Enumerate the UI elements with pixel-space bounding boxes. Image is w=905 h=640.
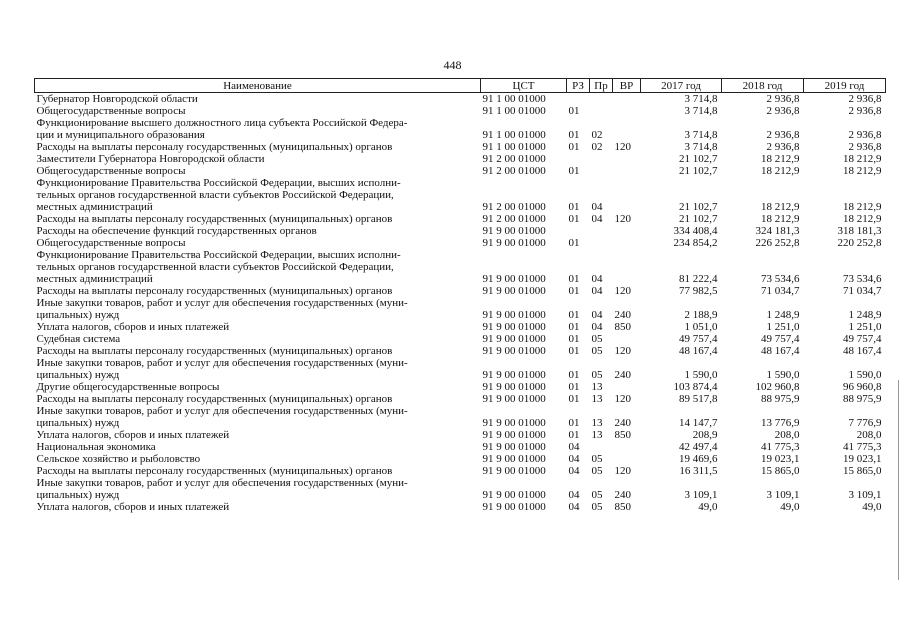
cell-name: Другие общегосударственные вопросы [36,381,220,393]
cell-vr [613,381,641,393]
cell-name: Судебная система [36,333,121,345]
cell-rz: 04 [568,453,580,465]
cell-y2018: 48 167,4 [761,345,800,357]
cell-y2017: 1 051,0 [684,321,718,333]
cell-pr: 02 [591,141,603,153]
cell-vr: 120 [614,345,631,357]
cell-cst: 91 9 00 01000 [482,393,546,405]
cell-y2017: 49 757,4 [679,333,718,345]
table-row [35,429,886,441]
cell-cst: 91 9 00 01000 [482,381,546,393]
cell-pr: 05 [591,345,603,357]
cell-y2018: 19 023,1 [761,453,800,465]
cell-y2018: 1 251,0 [766,321,800,333]
cell-y2018: 18 212,9 [761,213,800,225]
cell-vr [613,105,641,117]
table-row [35,213,886,225]
cell-cst: 91 9 00 01000 [482,345,546,357]
cell-name: Общегосударственные вопросы [36,165,186,177]
cell-rz: 01 [568,141,580,153]
cell-pr: 02 [591,129,603,141]
cell-cst: 91 1 00 01000 [482,105,546,117]
table-row [35,393,886,405]
cell-name: Функционирование Правительства Российской Федерации, высших исполни- тельных органов государственной власти субъектов Российской Федерации, местных администраций [36,249,401,285]
cell-y2018: 2 936,8 [766,93,800,105]
cell-name: Национальная экономика [36,441,156,453]
cell-cst: 91 9 00 01000 [482,453,546,465]
table-row [35,225,886,237]
cell-y2019: 96 960,8 [843,381,882,393]
cell-y2017: 89 517,8 [679,393,718,405]
cell-name: Губернатор Новгородской области [36,93,198,105]
table-row [35,93,886,106]
cell-cst: 91 9 00 01000 [482,321,546,333]
table-row [35,297,886,321]
cell-y2019: 71 034,7 [843,285,882,297]
cell-y2017: 3 714,8 [684,105,718,117]
cell-rz [567,225,590,237]
cell-y2017: 19 469,6 [679,453,718,465]
cell-pr: 05 [591,333,603,345]
page-edge-mark [898,380,899,580]
cell-rz: 01 [568,321,580,333]
cell-pr: 04 [591,321,603,333]
cell-y2018: 226 252,8 [755,237,800,249]
cell-y2018: 102 960,8 [755,381,800,393]
cell-y2017: 3 714,8 [684,93,718,105]
cell-cst: 91 9 00 01000 [482,225,546,237]
cell-name: Расходы на выплаты персоналу государственных (муниципальных) органов [36,285,393,297]
cell-pr [590,237,613,249]
table-row [35,117,886,141]
cell-vr: 240 [614,309,631,321]
cell-vr [613,441,641,453]
table-row [35,237,886,249]
cell-name: Функционирование Правительства Российской Федерации, высших исполни- тельных органов государственной власти субъектов Российской Федерации, местных администраций [36,177,401,213]
cell-y2019: 73 534,6 [843,273,882,285]
cell-y2018: 18 212,9 [761,153,800,165]
cell-vr: 850 [614,429,631,441]
cell-vr [613,165,641,177]
cell-cst: 91 1 00 01000 [482,141,546,153]
cell-vr: 240 [614,489,631,501]
table-row [35,501,886,513]
cell-rz: 01 [568,345,580,357]
cell-vr [613,177,641,213]
cell-y2018: 71 034,7 [761,285,800,297]
cell-y2017: 3 714,8 [684,141,718,153]
cell-pr: 04 [591,285,603,297]
cell-y2017: 3 109,1 [684,489,718,501]
cell-y2017: 48 167,4 [679,345,718,357]
cell-pr: 04 [591,201,603,213]
cell-name: Уплата налогов, сборов и иных платежей [36,321,230,333]
cell-rz [567,153,590,165]
cell-name: Иные закупки товаров, работ и услуг для обеспечения государственных (муни- ципальных) нужд [36,357,408,381]
cell-name: Расходы на выплаты персоналу государственных (муниципальных) органов [36,345,393,357]
cell-y2019: 49 757,4 [843,333,882,345]
cell-cst: 91 9 00 01000 [482,417,546,429]
cell-rz: 04 [568,489,580,501]
cell-vr: 850 [614,501,631,513]
cell-vr [613,153,641,165]
cell-y2017: 16 311,5 [679,465,718,477]
cell-vr [613,93,641,106]
cell-y2018: 1 248,9 [766,309,800,321]
cell-vr [613,225,641,237]
cell-y2017: 208,9 [692,429,718,441]
cell-y2018: 2 936,8 [766,105,800,117]
cell-pr: 05 [591,465,603,477]
cell-pr: 13 [591,393,603,405]
cell-cst: 91 9 00 01000 [482,309,546,321]
cell-pr [590,105,613,117]
header-2019: 2019 год [804,79,886,93]
cell-cst: 91 9 00 01000 [482,333,546,345]
cell-pr: 04 [591,213,603,225]
cell-y2019: 49,0 [862,501,882,513]
cell-rz: 01 [568,417,580,429]
cell-rz: 01 [568,333,580,345]
cell-name: Расходы на обеспечение функций государственных органов [36,225,317,237]
cell-y2018: 3 109,1 [766,489,800,501]
table-row [35,249,886,285]
header-vr: ВР [613,79,641,93]
header-2017: 2017 год [641,79,722,93]
cell-name: Уплата налогов, сборов и иных платежей [36,501,230,513]
table-row [35,381,886,393]
cell-y2018: 208,0 [774,429,800,441]
table-row [35,333,886,345]
cell-rz: 01 [568,273,580,285]
cell-cst: 91 2 00 01000 [482,201,546,213]
cell-y2018: 41 775,3 [761,441,800,453]
cell-pr [590,153,613,165]
budget-table [34,78,886,513]
cell-rz: 04 [568,501,580,513]
table-row [35,141,886,153]
cell-y2017: 3 714,8 [684,129,718,141]
cell-vr [613,249,641,285]
page-number: 448 [443,58,462,72]
cell-y2018: 88 975,9 [761,393,800,405]
cell-vr [613,333,641,345]
cell-pr: 04 [591,273,603,285]
cell-rz: 01 [568,165,580,177]
cell-rz [567,93,590,106]
cell-cst: 91 9 00 01000 [482,501,546,513]
cell-name: Расходы на выплаты персоналу государственных (муниципальных) органов [36,213,393,225]
cell-y2017: 21 102,7 [679,201,718,213]
cell-y2017: 334 408,4 [673,225,718,237]
cell-cst: 91 9 00 01000 [482,285,546,297]
cell-y2017: 21 102,7 [679,165,718,177]
cell-y2019: 220 252,8 [837,237,882,249]
cell-rz: 01 [568,129,580,141]
table-row [35,165,886,177]
cell-name: Иные закупки товаров, работ и услуг для обеспечения государственных (муни- ципальных) нужд [36,297,408,321]
cell-y2018: 18 212,9 [761,201,800,213]
cell-cst: 91 2 00 01000 [482,213,546,225]
cell-pr [590,225,613,237]
cell-y2018: 49 757,4 [761,333,800,345]
table-row [35,405,886,429]
cell-pr: 05 [591,453,603,465]
cell-y2019: 318 181,3 [837,225,882,237]
cell-y2019: 1 251,0 [848,321,882,333]
cell-vr: 850 [614,321,631,333]
cell-y2019: 41 775,3 [843,441,882,453]
cell-y2019: 1 590,0 [848,369,882,381]
cell-y2017: 1 590,0 [684,369,718,381]
header-rz: РЗ [567,79,590,93]
cell-pr: 05 [591,369,603,381]
cell-vr: 120 [614,465,631,477]
cell-y2019: 2 936,8 [848,105,882,117]
cell-y2019: 19 023,1 [843,453,882,465]
cell-y2018: 2 936,8 [766,129,800,141]
cell-name: Общегосударственные вопросы [36,105,186,117]
cell-name: Иные закупки товаров, работ и услуг для обеспечения государственных (муни- ципальных) нужд [36,477,408,501]
table-row [35,453,886,465]
cell-y2017: 42 497,4 [679,441,718,453]
cell-y2019: 208,0 [856,429,882,441]
cell-vr: 120 [614,393,631,405]
header-2018: 2018 год [722,79,804,93]
cell-y2019: 18 212,9 [843,165,882,177]
cell-cst: 91 1 00 01000 [482,129,546,141]
cell-name: Расходы на выплаты персоналу государственных (муниципальных) органов [36,141,393,153]
table-row [35,285,886,297]
cell-y2017: 81 222,4 [679,273,718,285]
cell-cst: 91 2 00 01000 [482,165,546,177]
cell-y2019: 7 776,9 [848,417,882,429]
cell-y2017: 103 874,4 [673,381,718,393]
cell-rz: 01 [568,369,580,381]
cell-name: Заместители Губернатора Новгородской области [36,153,265,165]
cell-y2019: 2 936,8 [848,93,882,105]
cell-vr: 240 [614,417,631,429]
cell-cst: 91 1 00 01000 [482,93,546,105]
cell-y2018: 18 212,9 [761,165,800,177]
table-row [35,345,886,357]
cell-vr: 120 [614,285,631,297]
cell-rz: 01 [568,201,580,213]
cell-pr: 04 [591,309,603,321]
cell-rz: 04 [568,465,580,477]
cell-rz: 01 [568,309,580,321]
cell-cst: 91 9 00 01000 [482,489,546,501]
cell-y2018: 15 865,0 [761,465,800,477]
cell-y2019: 18 212,9 [843,213,882,225]
cell-pr: 13 [591,429,603,441]
cell-name: Иные закупки товаров, работ и услуг для обеспечения государственных (муни- ципальных) нужд [36,405,408,429]
cell-vr: 120 [614,213,631,225]
cell-name: Расходы на выплаты персоналу государственных (муниципальных) органов [36,465,393,477]
cell-pr [590,165,613,177]
cell-y2018: 1 590,0 [766,369,800,381]
cell-y2019: 2 936,8 [848,141,882,153]
table-row [35,177,886,213]
table-row [35,153,886,165]
cell-y2017: 14 147,7 [679,417,718,429]
cell-vr [613,237,641,249]
cell-y2018: 324 181,3 [755,225,800,237]
cell-pr: 05 [591,501,603,513]
cell-cst: 91 9 00 01000 [482,237,546,249]
cell-vr: 240 [614,369,631,381]
cell-name: Расходы на выплаты персоналу государственных (муниципальных) органов [36,393,393,405]
cell-pr [590,93,613,106]
cell-y2019: 18 212,9 [843,201,882,213]
cell-vr [613,453,641,465]
cell-rz: 01 [568,213,580,225]
cell-y2019: 18 212,9 [843,153,882,165]
cell-name: Уплата налогов, сборов и иных платежей [36,429,230,441]
table-row [35,357,886,381]
cell-y2018: 2 936,8 [766,141,800,153]
cell-y2017: 49,0 [698,501,718,513]
cell-y2019: 15 865,0 [843,465,882,477]
table-row [35,105,886,117]
cell-rz: 01 [568,393,580,405]
cell-y2019: 2 936,8 [848,129,882,141]
cell-pr: 05 [591,489,603,501]
cell-name: Сельское хозяйство и рыболовство [36,453,201,465]
cell-y2017: 77 982,5 [679,285,718,297]
cell-y2018: 73 534,6 [761,273,800,285]
cell-pr: 13 [591,381,603,393]
cell-y2017: 2 188,9 [684,309,718,321]
cell-rz: 04 [568,441,580,453]
cell-pr: 13 [591,417,603,429]
cell-rz: 01 [568,429,580,441]
table-row [35,477,886,501]
table-header-row [35,79,886,93]
table-body [35,93,886,514]
header-name: Наименование [35,79,481,93]
table-row [35,465,886,477]
cell-cst: 91 9 00 01000 [482,369,546,381]
cell-name: Общегосударственные вопросы [36,237,186,249]
cell-y2019: 48 167,4 [843,345,882,357]
cell-y2018: 49,0 [780,501,800,513]
table-row [35,441,886,453]
cell-rz: 01 [568,237,580,249]
cell-rz: 01 [568,381,580,393]
cell-y2018: 13 776,9 [761,417,800,429]
cell-name: Функционирование высшего должностного лица субъекта Российской Федера- ции и муниципального образования [36,117,408,141]
cell-y2017: 21 102,7 [679,153,718,165]
cell-vr [613,117,641,141]
header-pr: Пр [590,79,613,93]
cell-rz: 01 [568,105,580,117]
cell-cst: 91 9 00 01000 [482,441,546,453]
cell-y2019: 1 248,9 [848,309,882,321]
cell-cst: 91 9 00 01000 [482,273,546,285]
cell-y2019: 3 109,1 [848,489,882,501]
cell-cst: 91 9 00 01000 [482,429,546,441]
cell-y2017: 21 102,7 [679,213,718,225]
cell-y2019: 88 975,9 [843,393,882,405]
cell-y2017: 234 854,2 [673,237,718,249]
cell-rz: 01 [568,285,580,297]
table-row [35,321,886,333]
cell-pr [590,441,613,453]
cell-cst: 91 2 00 01000 [482,153,546,165]
header-cst: ЦСТ [481,79,567,93]
cell-vr: 120 [614,141,631,153]
cell-cst: 91 9 00 01000 [482,465,546,477]
